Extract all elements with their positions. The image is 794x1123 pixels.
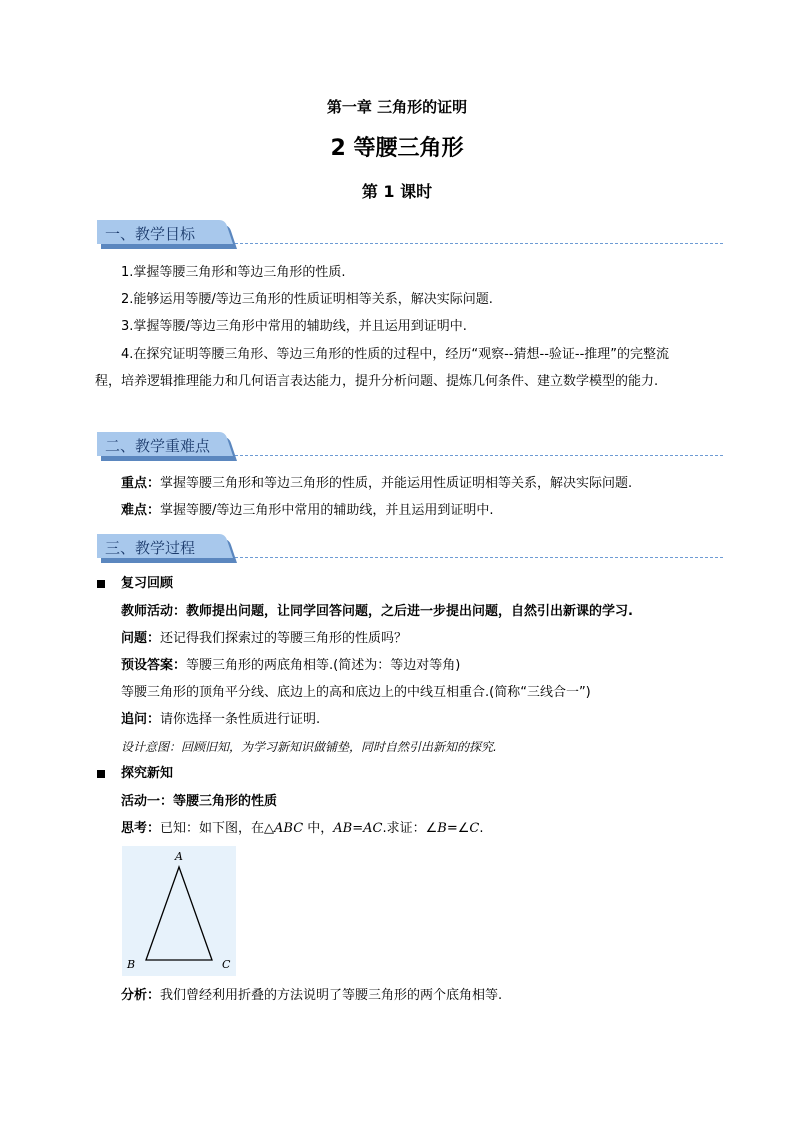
goal-item-3: 3.掌握等腰/等边三角形中常用的辅助线，并且运用到证明中. xyxy=(121,319,467,334)
activity-title: 活动一：等腰三角形的性质 xyxy=(121,794,278,809)
vertex-c-label: C xyxy=(222,958,231,971)
section-divider xyxy=(235,455,723,456)
isosceles-triangle-figure xyxy=(122,846,236,976)
key-text: 掌握等腰三角形和等边三角形的性质，并能运用性质证明相等关系，解决实际问题. xyxy=(160,476,633,491)
key-label: 重点： xyxy=(121,476,161,491)
goal-item-4: 4.在探究证明等腰三角形、等边三角形的性质的过程中，经历“观察--猜想--验证--推理”的完整流程，培养逻辑推理能力和几何语言表达能力，提升分析问题、提炼几何条件、建立数学模型的能力. xyxy=(95,347,670,389)
section-title: 二、教学重难点 xyxy=(105,437,211,455)
lesson-period: 第 1 课时 xyxy=(361,182,433,201)
section-keypoints xyxy=(97,432,723,466)
review-question: 问题：还记得我们探索过的等腰三角形的性质吗？ xyxy=(121,631,408,646)
section-title: 一、教学目标 xyxy=(105,225,196,243)
section-tab xyxy=(97,220,237,246)
bullet-square-icon xyxy=(97,770,105,778)
vertex-a-label: A xyxy=(175,850,183,863)
difficult-point xyxy=(121,501,494,521)
explore-heading: 探究新知 xyxy=(121,766,174,781)
section-process xyxy=(97,534,723,568)
difficult-label: 难点： xyxy=(121,503,161,518)
analysis: 分析：我们曾经利用折叠的方法说明了等腰三角形的两个底角相等. xyxy=(121,988,503,1003)
review-answer-2: 等腰三角形的顶角平分线、底边上的高和底边上的中线互相重合.(简称“三线合一”) xyxy=(121,685,591,700)
section-divider xyxy=(235,243,723,244)
design-intent: 设计意图：回顾旧知，为学习新知识做铺垫，同时自然引出新知的探究. xyxy=(121,740,497,754)
vertex-b-label: B xyxy=(127,958,136,971)
review-answer: 预设答案：等腰三角形的两底角相等.(简述为：等边对等角) xyxy=(121,658,461,673)
chapter-heading: 第一章 三角形的证明 xyxy=(326,98,468,116)
goal-item-1: 1.掌握等腰三角形和等边三角形的性质. xyxy=(121,265,346,280)
section-title: 三、教学过程 xyxy=(105,539,196,557)
key-point xyxy=(121,474,632,494)
lesson-title: 2 等腰三角形 xyxy=(330,136,464,161)
review-heading: 复习回顾 xyxy=(121,576,174,591)
section-tab xyxy=(97,534,237,560)
difficult-text: 掌握等腰/等边三角形中常用的辅助线，并且运用到证明中. xyxy=(160,503,494,518)
triangle-icon xyxy=(122,846,236,976)
teacher-activity: 教师活动：教师提出问题，让同学回答问题，之后进一步提出问题，自然引出新课的学习. xyxy=(121,604,633,619)
goal-item-2: 2.能够运用等腰/等边三角形的性质证明相等关系，解决实际问题. xyxy=(121,292,493,307)
section-goals xyxy=(97,220,723,254)
review-followup: 追问：请你选择一条性质进行证明. xyxy=(121,712,321,727)
section-divider xyxy=(235,557,723,558)
section-tab xyxy=(97,432,237,458)
bullet-square-icon xyxy=(97,580,105,588)
think-question: 思考：已知：如下图，在△ABC 中，AB=AC.求证：∠B=∠C. xyxy=(121,821,484,836)
